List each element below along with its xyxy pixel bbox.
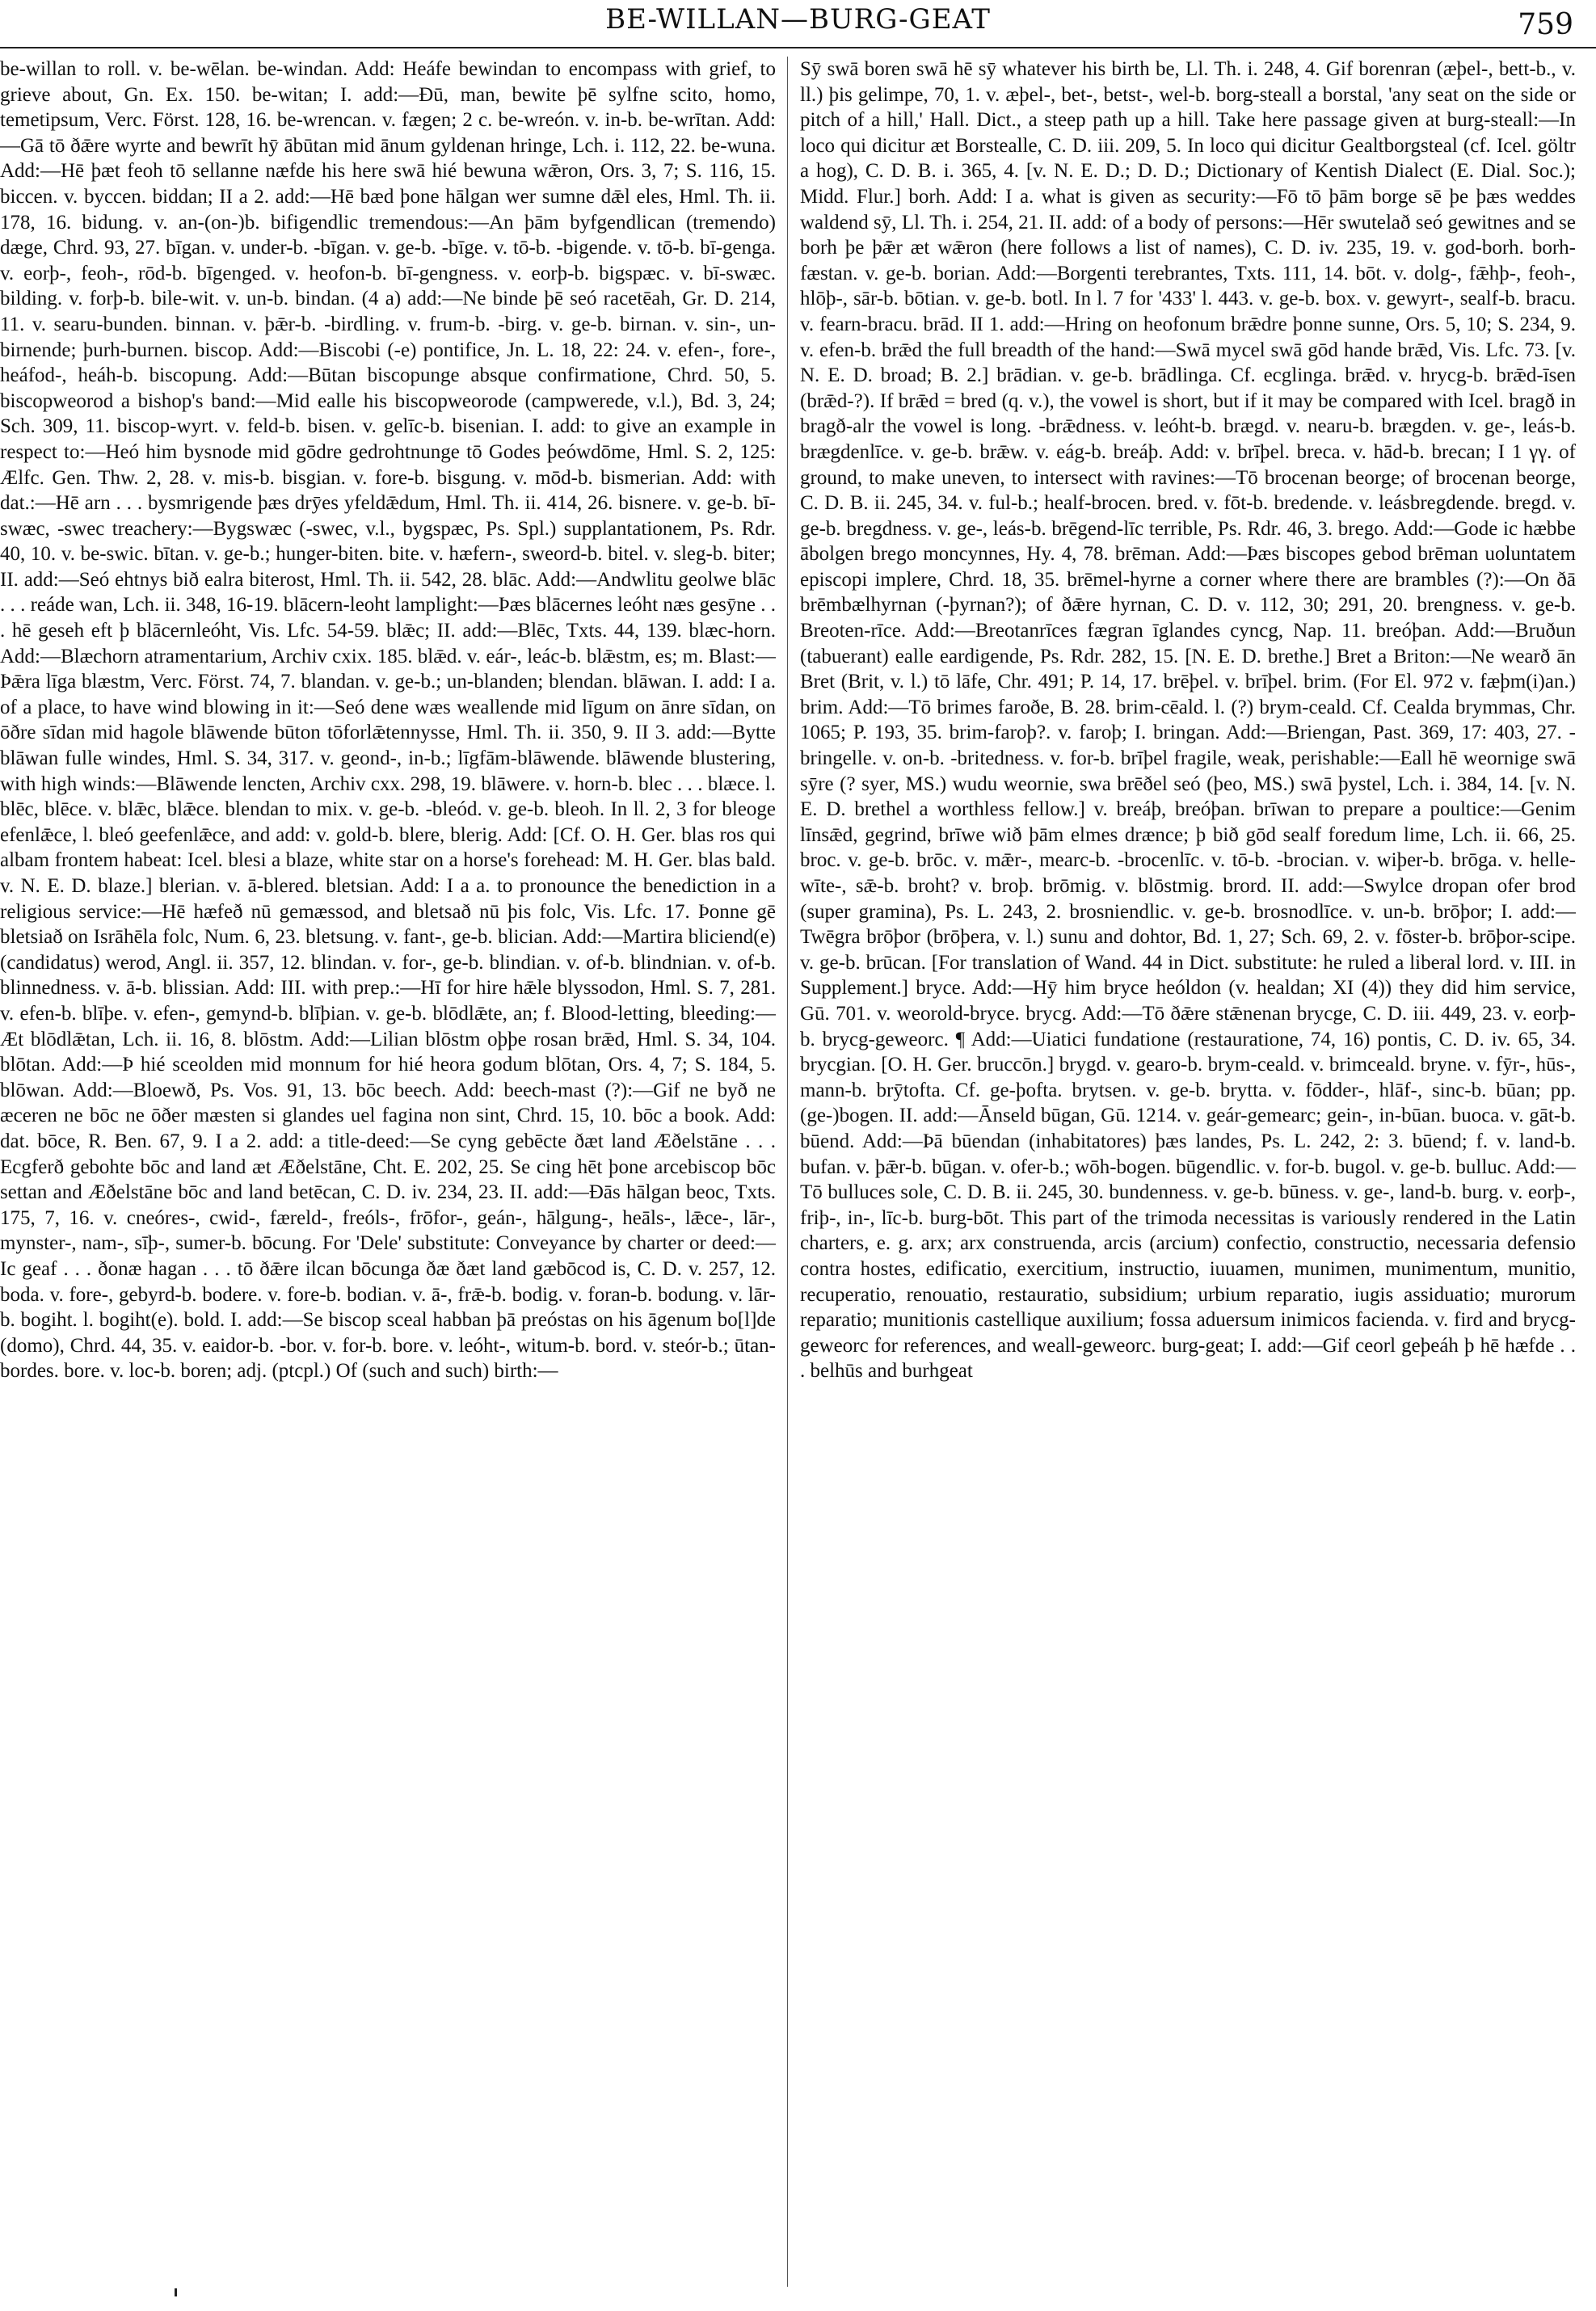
running-title: BE-WILLAN—BURG-GEAT — [605, 3, 991, 36]
page-number: 759 — [1518, 8, 1573, 41]
scan-mark — [175, 2288, 177, 2296]
right-column-text: Sȳ swā boren swā hē sȳ whatever his birth be, Ll. Th. i. 248, 4. Gif borenran (æþel-, bett-b., v. ll.) þis gelimpe, 70, 1. v. æþel-, bet-, betst-, wel-b. borg-steall a borstal, 'any seat on the side or pitch of a hill,' Hall. Dict., a steep path up a hill. Take here passage given at burg-steall:—In loco qui dicitur æt Borstealle, C. D. iii. 209, 5. In loco qui dicitur Gealtborgsteal (cf. Icel. göltr a hog), C. D. B. i. 365, 4. [v. N. E. D.; D. D.; Dictionary of Kentish Dialect (E. Dial. Soc.); Midd. Flur.] borh. Add: I a. what is given as security:—Fō tō þām borge sē þe þæs weddes waldend sȳ, Ll. Th. i. 254, 21. II. add: of a body of persons:—Hēr swutelað seó gewitnes and se borh þe þǣr æt wǣron (here follows a list of names), C. D. iv. 235, 19. v. god-borh. borh-fæstan. v. ge-b. borian. Add:—Borgenti terebrantes, Txts. 111, 14. bōt. v. dolg-, fǣhþ-, feoh-, hlōþ-, sār-b. bōtian. v. ge-b. botl. In l. 7 for '433' l. 443. v. ge-b. box. v. gewyrt-, sealf-b. bracu. v. fearn-bracu. brād. II 1. add:—Hring on heofonum brǣdre þonne sunne, Ors. 5, 10; S. 234, 9. v. efen-b. brǣd the full breadth of the hand:—Swā mycel swā gōd hande brǣd, Vis. Lfc. 73. [v. N. E. D. broad; B. 2.] brādian. v. ge-b. brādlinga. Cf. ecglinga. brǣd. v. hrycg-b. brǣd-īsen (brǣd-?). If brǣd = bred (q. v.), the vowel is short, but if it may be compared with Icel. bragð in bragð-alr the vowel is long. -brǣdness. v. leóht-b. brægd. v. nearu-b. brægden. v. ge-, leás-b. brægdenlīce. v. ge-b. brǣw. v. eág-b. breáþ. Add: v. brīþel. breca. v. hād-b. brecan; I 1 γγ. of ground, to make uneven, to intersect with ravines:—Tō brocenan beorge; of brocenan beorge, C. D. B. ii. 245, 34. v. ful-b.; healf-brocen. bred. v. fōt-b. bredende. v. leásbregdende. bregd. v. ge-b. bregdness. v. ge-, leás-b. brēgend-līc terrible, Ps. Rdr. 46, 3. brego. Add:—Gode ic hæbbe ābolgen brego moncynnes, Hy. 4, 78. brēman. Add:—Þæs biscopes gebod brēman uoluntatem episcopi implere, Chrd. 18, 35. brēmel-hyrne a corner where there are brambles (?):—On ðā brēmbælhyrnan (-þyrnan?); of ðǣre hyrnan, C. D. v. 112, 30; 291, 20. brengness. v. ge-b. Breoten-rīce. Add:—Breotanrīces fægran īglandes cyncg, Nap. 11. breóþan. Add:—Bruðun (tabuerant) ealle eardigende, Ps. Rdr. 282, 15. [N. E. D. brethe.] Bret a Briton:—Ne wearð ān Bret (Brit, v. l.) tō lāfe, Chr. 491; P. 14, 17. brēþel. v. brīþel. brim. (For El. 972 v. fæþm(i)an.) brim. Add:—Tō brimes faroðe, B. 28. brim-cēald. l. (?) brym-ceald. Cf. Cealda brymmas, Chr. 1065; P. 193, 35. brim-faroþ?. v. faroþ; I. bringan. Add:—Briengan, Past. 369, 17: 403, 27. -bringelle. v. on-b. -britedness. v. for-b. brīþel fragile, weak, perishable:—Eall hē weornige swā sȳre (? syer, MS.) wudu weornie, swa brēðel seó (þeo, MS.) swā þystel, Lch. i. 384, 14. [v. N. E. D. brethel a worthless fellow.] v. breáþ, breóþan. brīwan to prepare a poultice:—Genim līnsǣd, gegrind, brīwe wið þām elmes drænce; þ bið gōd sealf foredum lime, Lch. ii. 66, 25. broc. v. ge-b. brōc. v. mǣr-, mearc-b. -brocenlīc. v. tō-b. -brocian. v. wiþer-b. brōga. v. helle-wīte-, sǣ-b. broht? v. broþ. brōmig. v. blōstmig. brord. II. add:—Swylce dropan ofer brod (super gramina), Ps. L. 243, 2. brosniendlic. v. ge-b. brosnodlīce. v. un-b. brōþor; I. add:—Twēgra brōþor (brōþera, v. l.) sunu and dohtor, Bd. 1, 27; Sch. 69, 2. v. fōster-b. brōþor-scipe. v. ge-b. brūcan. [For translation of Wand. 44 in Dict. substitute: he ruled a liberal lord. v. III. in Supplement.] bryce. Add:—Hȳ him bryce heóldon (v. healdan; XI (4)) they did him service, Gū. 701. v. weorold-bryce. brycg. Add:—Tō ðǣre stǣnenan brycge, C. D. iii. 449, 23. v. eorþ-b. brycg-geweorc. ¶ Add:—Uiatici fundatione (restauratione, 74, 16) pontis, C. D. iv. 65, 34. brycgian. [O. H. Ger. bruccōn.] brygd. v. gearo-b. brym-ceald. v. brimceald. bryne. v. fȳr-, hūs-, mann-b. brȳtofta. Cf. ge-þofta. brytsen. v. ge-b. brytta. v. fōdder-, hlāf-, sinc-b. būan; pp. (ge-)bogen. II. add:—Ānseld būgan, Gū. 1214. v. geár-gemearc; gein-, in-būan. buoca. v. gāt-b. būend. Add:—Þā būendan (inhabitatores) þæs landes, Ps. L. 242, 2: 3. būend; f. v. land-b. bufan. v. þǣr-b. būgan. v. ofer-b.; wōh-bogen. būgendlic. v. for-b. bugol. v. ge-b. bulluc. Add:—Tō bulluces sole, C. D. B. ii. 245, 30. bundenness. v. ge-b. būness. v. ge-, land-b. burg. v. eorþ-, friþ-, in-, līc-b. burg-bōt. This part of the trimoda necessitas is variously rendered in the Latin charters, e. g. arx; arx construenda, arcis (arcium) confectio, constructio, necessaria defensio contra hostes, edificatio, exercitium, instructio, iuuamen, munimen, munimentum, munitio, recuperatio, renouatio, restauratio, subsidium; urbium reparatio, iugis assiduatio; murorum reparatio; munitionis castellique auxilium; fossa aduersum inimicos facienda. v. fird and brycg-geweorc for references, and weall-geweorc. burg-geat; I. add:—Gif ceorl geþeáh þ hē hæfde . . . belhūs and burhgeat — [800, 58, 1576, 1383]
left-column-text: be-willan to roll. v. be-wēlan. be-windan. Add: Heáfe bewindan to encompass with grief, to grieve about, Gn. Ex. 150. be-witan; I. add:—Ðū, man, bewite þē sylfne scito, homo, temetipsum, Verc. Först. 128, 16. be-wrencan. v. fægen; 2 c. be-wreón. v. in-b. be-wrītan. Add:—Gā tō ðǣre wyrte and bewrīt hȳ ābūtan mid ānum gyldenan hringe, Lch. i. 112, 22. be-wuna. Add:—Hē þæt feoh tō sellanne næfde his here swā hié bewuna wǣron, Ors. 3, 7; S. 116, 15. biccen. v. byccen. biddan; II a 2. add:—Hē bæd þone hālgan wer sumne dǣl eles, Hml. Th. ii. 178, 16. bidung. v. an-(on-)b. bifigendlic tremendous:—An þām byfgendlican (tremendo) dæge, Chrd. 93, 27. bīgan. v. under-b. -bīgan. v. ge-b. -bīge. v. tō-b. -bigende. v. tō-b. bī-genga. v. eorþ-, feoh-, rōd-b. bīgenged. v. heofon-b. bī-gengness. v. eorþ-b. bigspæc. v. bī-swæc. bilding. v. forþ-b. bile-wit. v. un-b. bindan. (4 a) add:—Ne binde þē seó racetēah, Gr. D. 214, 11. v. searu-bunden. binnan. v. þǣr-b. -birdling. v. frum-b. -birg. v. ge-b. birnan. v. sin-, un-birnende; þurh-burnen. biscop. Add:—Biscobi (-e) pontifice, Jn. L. 18, 22: 24. v. efen-, fore-, heáfod-, heáh-b. biscopung. Add:—Būtan biscopunge absque confirmatione, Chrd. 50, 5. biscopweorod a bishop's band:—Mid ealle his biscopweorode (campwerede, v.l.), Bd. 3, 24; Sch. 309, 11. biscop-wyrt. v. feld-b. bisen. v. gelīc-b. bisenian. I. add: to give an example in respect to:—Heó him bysnode mid gōdre gedrohtnunge tō Godes þeówdōme, Hml. S. 2, 125: Ælfc. Gen. Thw. 2, 28. v. mis-b. bisgian. v. fore-b. bisgung. v. mōd-b. bismerian. Add: with dat.:—Hē arn . . . bysmrigende þæs drȳes yfeldǣdum, Hml. Th. ii. 414, 26. bisnere. v. ge-b. bī-swæc, -swec treachery:—Bygswæc (-swec, v.l., bygspæc, Ps. Spl.) supplantationem, Ps. Rdr. 40, 10. v. be-swic. bītan. v. ge-b.; hunger-biten. bite. v. hæfern-, sweord-b. bitel. v. sleg-b. biter; II. add:—Seó ehtnys bið ealra biterost, Hml. Th. ii. 542, 28. blāc. Add:—Andwlitu geolwe blāc . . . reáde wan, Lch. ii. 348, 16-19. blācern-leoht lamplight:—Þæs blācernes leóht næs gesȳne . . . hē geseh eft þ blācernleóht, Vis. Lfc. 54-59. blǣc; II. add:—Blēc, Txts. 44, 139. blæc-horn. Add:—Blæchorn atramentarium, Archiv cxix. 185. blǣd. v. eár-, leác-b. blǣstm, es; m. Blast:—Þǣra līga blæstm, Verc. Först. 74, 7. blandan. v. ge-b.; un-blanden; blendan. blāwan. I. add: I a. of a place, to have wind blowing in it:—Seó dene wæs weallende mid līgum on ānre sīdan, on ōðre sīdan mid hagole blāwende būton tōforlǣtennysse, Hml. Th. ii. 350, 9. II 3. add:—Bytte blāwan fulle windes, Hml. S. 34, 317. v. geond-, in-b.; līgfām-blāwende. blāwende blustering, with high winds:—Blāwende lencten, Archiv cxx. 298, 19. blāwere. v. horn-b. blec . . . blæce. l. blēc, blēce. v. blǣc, blǣce. blendan to mix. v. ge-b. -bleód. v. ge-b. bleoh. In ll. 2, 3 for bleoge efenlǣce, l. bleó geefenlǣce, and add: v. gold-b. blere, blerig. Add: [Cf. O. H. Ger. blas ros qui albam frontem habeat: Icel. blesi a blaze, white star on a horse's forehead: M. H. Ger. blas bald. v. N. E. D. blaze.] blerian. v. ā-blered. bletsian. Add: I a a. to pronounce the benediction in a religious service:—Hē hæfeð nū gemæssod, and bletsað nū þis folc, Vis. Lfc. 17. Þonne gē bletsiað on Isrāhēla folc, Num. 6, 23. bletsung. v. fant-, ge-b. blician. Add:—Martira bliciend(e) (candidatus) werod, Angl. ii. 357, 12. blindan. v. for-, ge-b. blindian. v. of-b. blindnian. v. of-b. blinnedness. v. ā-b. blissian. Add: III. with prep.:—Hī for hire hǣle blyssodon, Hml. S. 7, 281. v. efen-b. blīþe. v. efen-, gemynd-b. blīþian. v. ge-b. blōdlǣte, an; f. Blood-letting, bleeding:—Æt blōdlǣtan, Lch. ii. 16, 8. blōstm. Add:—Lilian blōstm oþþe rosan brǣd, Hml. S. 34, 104. blōtan. Add:—Þ hié sceolden mid monnum for hié heora godum blōtan, Ors. 4, 7; S. 184, 5. blōwan. Add:—Bloewð, Ps. Vos. 91, 13. bōc beech. Add: beech-mast (?):—Gif ne byð ne æceren ne bōc ne ōðer mæsten si glandes uel fagina non sint, Chrd. 15, 10. bōc a book. Add: dat. bōce, R. Ben. 67, 9. I a 2. add: a title-deed:—Se cyng gebēcte ðæt land Æðelstāne . . . Ecgferð gebohte bōc and land æt Æðelstāne, Cht. E. 202, 25. Se cing hēt þone arcebiscop bōc settan and Æðelstāne bōc and land betēcan, C. D. iv. 234, 23. II. add:—Ðās hālgan beoc, Txts. 175, 7, 16. v. cneóres-, cwid-, færeld-, freóls-, frōfor-, geán-, hālgung-, heāls-, lǣce-, lār-, mynster-, nam-, sīþ-, sumer-b. bōcung. For 'Dele' substitute: Conveyance by charter or deed:—Ic geaf . . . ðonæ hagan . . . tō ðǣre ilcan bōcunga ðæ ðæt land gæbōcod is, C. D. v. 257, 12. boda. v. fore-, gebyrd-b. bodere. v. fore-b. bodian. v. ā-, frǣ-b. bodig. v. foran-b. bodung. v. lār-b. bogiht. l. bogiht(e). bold. I. add:—Se biscop sceal habban þā preóstas on his āgenum bo[l]de (domo), Chrd. 44, 35. v. eaidor-b. -bor. v. for-b. bore. v. leóht-, witum-b. bord. v. steór-b.; ūtan-bordes. bore. v. loc-b. boren; adj. (ptcpl.) Of (such and such) birth:— — [0, 58, 776, 1383]
header-rule — [0, 47, 1596, 48]
right-column — [800, 57, 1576, 2287]
column-divider — [787, 57, 788, 2287]
left-column — [0, 57, 776, 2287]
page-header — [0, 0, 1596, 50]
